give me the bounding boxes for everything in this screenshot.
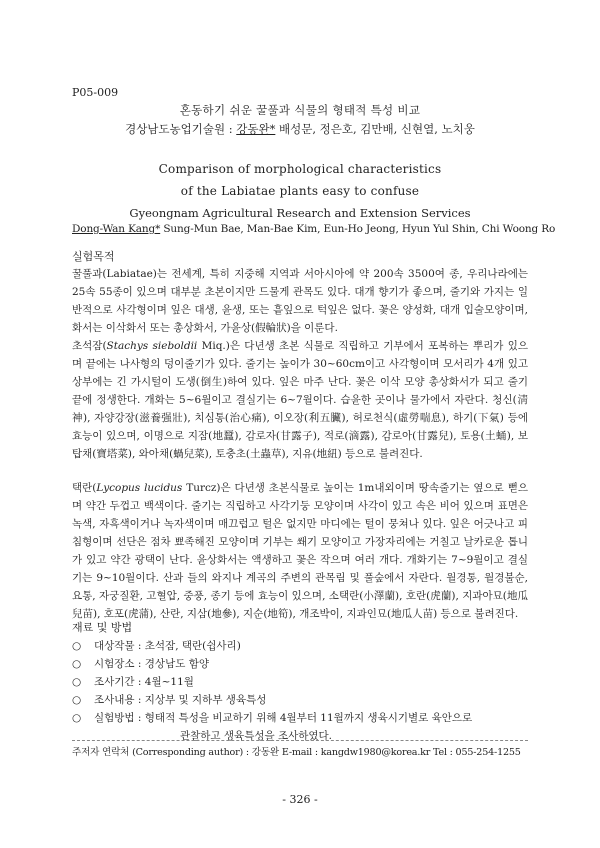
english-institution: Gyeongnam Agricultural Research and Extension Services [129, 206, 471, 220]
bullet-icon: ○ [72, 640, 82, 652]
stachys-text: Miq.)은 다년생 초본 식물로 직립하고 기부에서 포복하는 뿌리가 있으며 끝에는 나사형의 덩이줄기가 있다. 줄기는 높이가 30~60cm이고 사각형이며 모서리가 4개 있고 상부에는 긴 가시털이 도생(倒生)하여 있다. 잎은 마주 난다. 꽃은 이삭 모양 총상화서가 되고 줄기 끝에 정생한다. 개화는 5~6월이고 결실기는 6~7월이다. 습윤한 곳이나 물가에서 자란다. 청신(淸神), 자양강장(滋養强壯), 치심통(治心痛), 이오장(利五臟), 허로천식(虛勞喘息), 하기(下氣) 등에 효능이 있으며, 이명으로 지잠(地蠶), 감로자(甘露子), 적로(滴露), 감로아(甘露兒), 토용(土蛹), 보탑채(寶塔菜), 와아채(蝸兒菜), 토충초(土蟲草), 지유(地紐) 등으로 불려진다. [72, 340, 528, 460]
list-item: ○ 조사내용 : 지상부 및 지하부 생육특성 [72, 691, 532, 709]
stachys-scientific-name: Stachys sieboldii [106, 340, 198, 352]
english-authors [72, 223, 592, 235]
footnote-divider [72, 740, 528, 741]
page-number: - 326 - [282, 793, 318, 806]
korean-authors-prefix: 경상남도농업기술원 : [125, 122, 237, 136]
bullet-icon: ○ [72, 694, 82, 706]
paragraph-lycopus: 택란(Lycopus lucidus Turcz)은 다년생 초본식물로 높이는 1m내외이며 땅속줄기는 옆으로 뻗으며 약간 두껍고 백색이다. 줄기는 직립하고 사각기둥 모양이며 사각이 있고 속은 비어 있으며 표면은 녹색, 자흑색이거나 녹자색이며 매끄럽고 털은 없지만 마디에는 털이 뭉쳐나 있다. 잎은 어긋나고 피침형이며 선단은 점차 뾰족해진 모양이며 기부는 쐐기 모양이고 가장자리에는 거칠고 날카로운 톱니가 있고 약간 광택이 난다. 윤상화서는 액생하고 꽃은 작으며 여러 개다. 개화기는 7~9월이고 결실기는 9~10월이다. 산과 들의 와지나 계곡의 주변의 관목림 및 풀숲에서 자란다. 월경통, 월경불순, 요통, 자궁질환, 고혈압, 중풍, 종기 등에 효능이 있으며, 소택란(小澤蘭), 호란(虎蘭), 지과아묘(地瓜兒苗), 호포(虎蒲), 산란, 지삼(地參), 지순(地筍), 개조박이, 지과인묘(地瓜人苗) 등으로 불려진다. [72, 482, 528, 620]
english-title-line1: Comparison of morphological characteristics [158, 162, 442, 176]
paragraph-stachys: 초석잠(Stachys sieboldii Miq.)은 다년생 초본 식물로 직립하고 기부에서 포복하는 뿌리가 있으며 끝에는 나사형의 덩이줄기가 있다. 줄기는 높이가 30~60cm이고 사각형이며 모서리가 4개 있고 상부에는 긴 가시털이 도생(倒生)하여 있다. 잎은 마주 난다. 꽃은 이삭 모양 총상화서가 되고 줄기 끝에 정생한다. 개화는 5~6월이고 결실기는 6~7월이다. 습윤한 곳이나 물가에서 자란다. 청신(淸神), 자양강장(滋養强壯), 치심통(治心痛), 이오장(利五臟), 허로천식(虛勞喘息), 하기(下氣) 등에 효능이 있으며, 이명으로 지잠(地蠶), 감로자(甘露子), 적로(滴露), 감로아(甘露兒), 토용(土蛹), 보탑채(寶塔菜), 와아채(蝸兒菜), 토충초(土蟲草), 지유(地紐) 등으로 불려진다. [72, 340, 528, 460]
bullet-icon: ○ [72, 712, 82, 724]
section-heading-purpose: 실험목적 [72, 250, 115, 263]
paragraph-labiatae: 꿀풀과(Labiatae)는 전세계, 특히 지중해 지역과 서아시아에 약 200속 3500여 종, 우리나라에는 25속 55종이 있으며 대부분 초본이지만 드물게 관목도 있다. 대개 향기가 좋으며, 줄기와 가지는 일반적으로 사각형이며 잎은 대생, 윤생, 또는 흩잎으로 턱잎은 없다. 꽃은 양성화, 대개 입술모양이며, 화서는 이삭화서 또는 총상화서, 가윤상(假輪狀)을 이룬다. [72, 268, 528, 334]
english-coauthors: Sung-Mun Bae, Man-Bae Kim, Eun-Ho Jeong, Hyun Yul Shin, Chi Woong Ro [160, 223, 556, 235]
english-title-line2: of the Labiatae plants easy to confuse [180, 184, 420, 198]
lycopus-scientific-name: Lycopus lucidus [96, 482, 183, 494]
corresponding-author-note: 주저자 연락처 (Corresponding author) : 강동완 E-mail : kangdw1980@korea.kr Tel : 055-254-1255 [72, 747, 521, 758]
list-item: ○ 실험방법 : 형태적 특성을 비교하기 위해 4월부터 11월까지 생육시기별로 육안으로 [72, 709, 532, 727]
english-corresponding-author: Dong-Wan Kang* [72, 223, 161, 235]
bullet-icon: ○ [72, 676, 82, 688]
lycopus-name: 택란 [72, 482, 93, 494]
korean-authors [0, 121, 600, 137]
section-heading-methods: 재료 및 방법 [72, 621, 133, 634]
methods-list [72, 637, 532, 745]
lycopus-text: Turcz)은 다년생 초본식물로 높이는 1m내외이며 땅속줄기는 옆으로 뻗으며 약간 두껍고 백색이다. 줄기는 직립하고 사각기둥 모양이며 사각이 있고 속은 비어 있으며 표면은 녹색, 자흑색이거나 녹자색이며 매끄럽고 털은 없지만 마디에는 털이 뭉쳐나 있다. 잎은 어긋나고 피침형이며 선단은 점차 뾰족해진 모양이며 기부는 쐐기 모양이고 가장자리에는 거칠고 날카로운 톱니가 있고 약간 광택이 난다. 윤상화서는 액생하고 꽃은 작으며 여러 개다. 개화기는 7~9월이고 결실기는 9~10월이다. 산과 들의 와지나 계곡의 주변의 관목림 및 풀숲에서 자란다. 월경통, 월경불순, 요통, 자궁질환, 고혈압, 중풍, 종기 등에 효능이 있으며, 소택란(小澤蘭), 호란(虎蘭), 지과아묘(地瓜兒苗), 호포(虎蒲), 산란, 지삼(地參), 지순(地筍), 개조박이, 지과인묘(地瓜人苗) 등으로 불려진다. [72, 482, 528, 620]
bullet-icon: ○ [72, 658, 82, 670]
stachys-name: 초석잠 [72, 340, 103, 352]
list-item: ○ 시험장소 : 경상남도 함양 [72, 655, 532, 673]
list-item-continuation: 관찰하고 생육특성을 조사하였다. [180, 730, 333, 742]
korean-coauthors: 배성문, 정은호, 김만배, 신현열, 노치웅 [275, 122, 475, 136]
korean-corresponding-author: 강동완* [236, 122, 276, 136]
list-item: ○ 대상작물 : 초석잠, 택란(쉽사리) [72, 637, 532, 655]
korean-title: 혼동하기 쉬운 꿀풀과 식물의 형태적 특성 비교 [179, 103, 421, 117]
abstract-code: P05-009 [72, 86, 119, 99]
list-item: ○ 조사기간 : 4월~11월 [72, 673, 532, 691]
